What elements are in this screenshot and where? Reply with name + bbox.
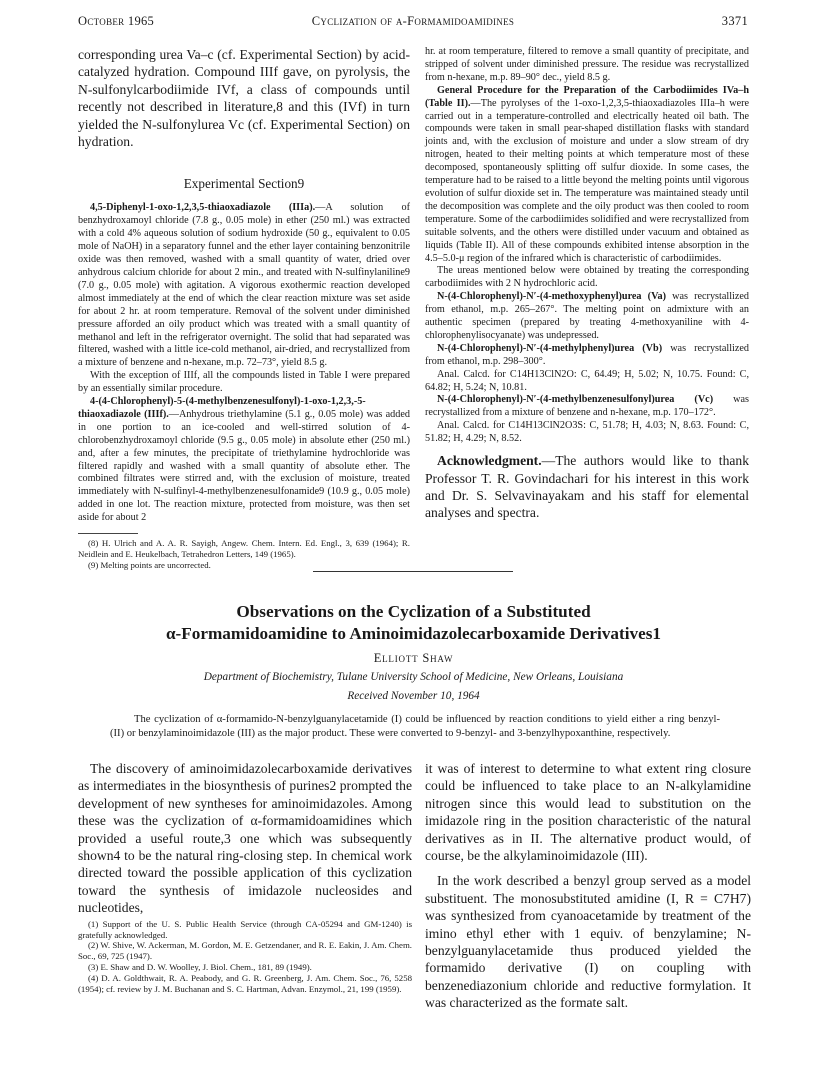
acknowledgment-paragraph [425, 452, 749, 522]
left-column-bottom [78, 760, 412, 995]
continued-paragraph: hr. at room temperature, filtered to remove a small quantity of precipitate, and stripped of solvent under diminished pressure. The residue was recrystallized from n-hexane, m.p. 89–90° dec., yield 8.5 g. [425, 46, 749, 83]
urea-vc-title: N-(4-Chlorophenyl)-N′-(4-methylbenzenesulfonyl)urea (Vc) [437, 394, 714, 406]
urea-vc-paragraph [425, 394, 749, 420]
ureas-paragraph: The ureas mentioned below were obtained by treating the corresponding carbodiimides with 2 N hydrochloric acid. [425, 265, 749, 290]
header-date: October 1965 [78, 14, 155, 28]
footnote-9: (9) Melting points are uncorrected. [88, 559, 211, 570]
footnote-3: (3) E. Shaw and D. W. Woolley, J. Biol. Chem., 181, 89 (1949). [88, 962, 312, 973]
paragraph-body: was recrystallized from a mixture of benzene and n-hexane, m.p. 170–172°. [425, 394, 750, 419]
footnote-1: (1) Support of the U. S. Public Health Service (through CA-05294 and GM-1240) is gratefully acknowledged. [78, 918, 412, 940]
footnote-rule [78, 533, 138, 534]
general-procedure-paragraph [425, 85, 749, 266]
analysis-vb: Anal. Calcd. for C14H13ClN2O: C, 64.49; H, 5.02; N, 10.75. Found: C, 64.82; H, 5.24; N, 10.81. [425, 368, 749, 393]
paragraph-body: —A solution of benzhydroxamoyl chloride (7.8 g., 0.05 mole) in ether (250 ml.) was extracted with a cold 4% aqueous solution of sodium hydroxide (50 g., equivalent to 0.05 mole of NaOH) in a separatory funnel and the ether layer containing benzonitrile oxide was then removed, washed with a small quantity of water, dried over anhydrous calcium chloride for about 2 min., and treated with N-sulfinylaniline9 (7.0 g., 0.05 mole) with agitation. A vigorous exothermic reaction developed almost immediately at the end of which the clear reaction mixture was set aside for about 2 hr. at room temperature. Removal of the solvent under diminished pressure afforded an oily product which was treated with a small quantity of methanol and left in the refrigerator overnight. The solid that had separated was filtered, washed with a little ice-cold methanol, air-dried, and recrystallized from a mixture of benzene and n-hexane, m.p. 72–73°, yield 8.5 g. [78, 202, 410, 369]
general-procedure-title: General Procedure for the Preparation of the Carbodiimides IVa–h (Table II). [425, 84, 749, 109]
footnote-4: (4) D. A. Goldthwait, R. A. Peabody, and G. R. Greenberg, J. Am. Chem. Soc., 76, 5258 (1954); cf. review by J. M. Buchanan and S. C. Hartman, Advan. Enzymol., 21, 199 (1959). [78, 973, 412, 995]
article-body-paragraph-3: In the work described a benzyl group served as a model substituent. The monosubstituted amidine (I, R = C7H7) was synthesized from cyanoacetamide by treatment of the imino ethyl ether with 1 equiv. of benzylamine; N-benzylguanylacetamide thus produced yielded the formamido derivative (I) on coupling with benzenediazonium chloride and reductive formylation. It was characterized as the formate salt. [425, 873, 751, 1011]
article-abstract: The cyclization of α-formamido-N-benzylguanylacetamide (I) could be influenced by reaction conditions to yield either a ring benzyl- (II) or benzylaminoimidazole (III) as the major product. These were converted to 9-benzyl- and 3-benzylhypoxanthine, respectively. [110, 714, 720, 739]
urea-va-paragraph [425, 291, 749, 343]
footnote-2: (2) W. Shive, W. Ackerman, M. Gordon, M. E. Getzendaner, and R. E. Eakin, J. Am. Chem. Soc., 69, 725 (1947). [78, 940, 412, 962]
article-divider [313, 571, 513, 572]
running-head [78, 14, 748, 32]
experimental-paragraph-3 [78, 396, 410, 525]
article-body-paragraph-2: it was of interest to determine to what extent ring closure could be influenced to take place to an N-alkylamidine nitrogen since this would lead to substitution on the imidazole ring in the position characteristic of the natural derivatives as in II. The alternative product would, of course, be the alkylaminoimidazole (III). [425, 761, 751, 864]
urea-vb-title: N-(4-Chlorophenyl)-N′-(4-methylphenyl)urea (Vb) [437, 342, 663, 354]
paragraph-body: was recrystallized from ethanol, m.p. 265–267°. The melting point on admixture with an authentic specimen (prepared by treating 4-methoxyaniline with 4-chlorophenylisocyanate) was undepressed. [425, 291, 749, 341]
header-page-number: 3371 [721, 14, 748, 28]
footnote-8: (8) H. Ulrich and A. A. R. Sayigh, Angew. Chem. Intern. Ed. Engl., 3, 639 (1964); R. Neidlein and E. Heukelbach, Tetrahedron Letters, 149 (1965). [78, 538, 410, 559]
article-received-date: Received November 10, 1964 [347, 690, 480, 702]
compound-title-iiia: 4,5-Diphenyl-1-oxo-1,2,3,5-thiaoxadiazole (IIIa). [90, 202, 316, 214]
right-column-top [425, 46, 749, 522]
experimental-paragraph-1 [78, 202, 410, 370]
paragraph-body: —Anhydrous triethylamine (5.1 g., 0.05 mole) was added in one portion to an ice-cooled and well-stirred solution of 4-chlorobenzhydroxamoyl chloride (9.5 g., 0.05 mole) in absolute ether (250 ml.) and, after a few minutes, the precipitate of triethylamine hydrochloride was filtered rapidly and washed with a small quantity of absolute ether. The combined filtrates were stirred and, with the exclusion of moisture, treated immediately with N-sulfinyl-4-methylbenzenesulfonamide9 (10.9 g., 0.05 mole) added in one lot. The reaction mixture, protected from moisture, was then set aside for about 2 [78, 408, 410, 524]
article-title-line-1: Observations on the Cyclization of a Substituted [236, 602, 591, 621]
right-column-bottom [425, 760, 751, 1012]
article-body-paragraph-1: The discovery of aminoimidazolecarboxamide derivatives as intermediates in the biosynthesis of purines2 prompted the development of new syntheses for aminoimidazoles. Among these was the cyclization of α-formamidoamidines which provided a useful route,3 one which was subsequently shown4 to be the natural ring-closing step. In chemical work directed toward the possible application of this cyclization toward the synthesis of imidazole nucleosides and nucleotides, [78, 761, 412, 916]
acknowledgment-title: Acknowledgment. [437, 453, 542, 469]
urea-va-title: N-(4-Chlorophenyl)-N′-(4-methoxyphenyl)urea (Va) [437, 291, 666, 303]
intro-paragraph: corresponding urea Va–c (cf. Experimental Section) by acid-catalyzed hydration. Compound IIIf gave, on pyrolysis, the N-sulfonylcarbodiimide IVf, a class of compounds until recently not described in literature,8 and this (IVf) in turn yielded the N-sulfonylurea Vc (cf. Experimental Section) on hydration. [78, 47, 410, 150]
compound-title-iiif: 4-(4-Chlorophenyl)-5-(4-methylbenzenesulfonyl)-1-oxo-1,2,3,-5-thiaoxadiazole (IIIf). [78, 396, 366, 420]
analysis-vc: Anal. Calcd. for C14H13ClN2O3S: C, 51.78; H, 4.03; N, 8.63. Found: C, 51.82; H, 4.29; N, 8.52. [425, 420, 749, 445]
experimental-paragraph-2: With the exception of IIIf, all the compounds listed in Table I were prepared by an essentially similar procedure. [78, 370, 410, 395]
paragraph-body: —The authors would like to thank Professor T. R. Govindachari for his interest in this work and Dr. S. Selvavinayakam and his staff for elemental analyses and spectra. [425, 453, 749, 521]
article-affiliation: Department of Biochemistry, Tulane University School of Medicine, New Orleans, Louisiana [203, 671, 624, 683]
header-title: Cyclization of α-Formamidoamidines [311, 14, 515, 28]
paragraph-body: was recrystallized from ethanol, m.p. 298–300°. [425, 342, 750, 367]
left-column-top [78, 46, 410, 571]
article-author: Elliott Shaw [373, 651, 454, 665]
article-title-line-2: α-Formamidoamidine to Aminoimidazolecarboxamide Derivatives1 [165, 624, 662, 643]
section-heading: Experimental Section9 [183, 176, 305, 192]
urea-vb-paragraph [425, 343, 749, 369]
paragraph-body: —The pyrolyses of the 1-oxo-1,2,3,5-thiaoxadiazoles IIIa–h were carried out in a temperature-controlled and electrically heated oil bath. The compounds were taken in small pear-shaped distillation flasks with standard joints and, with the exclusion of moisture and under a slow stream of dry nitrogen, heated to their melting points at which temperature most of these decomposed, spontaneously splitting off sulfur dioxide. In some cases, the temperature had to be raised to a little beyond the melting points until vigorous evolution of sulfur dioxide set in. The temperature was maintained steady until the decomposition was complete and the oily product was then cooled to room temperature. Some of the carbodiimides solidified and were recrystallized from suitable solvents, and the others were distilled under vacuum and obtained as liquids (Table II). All of these compounds exhibited intense absorption in the 4.5–5.0-μ region of the infrared which is characteristic of carbodiimides. [425, 97, 749, 264]
